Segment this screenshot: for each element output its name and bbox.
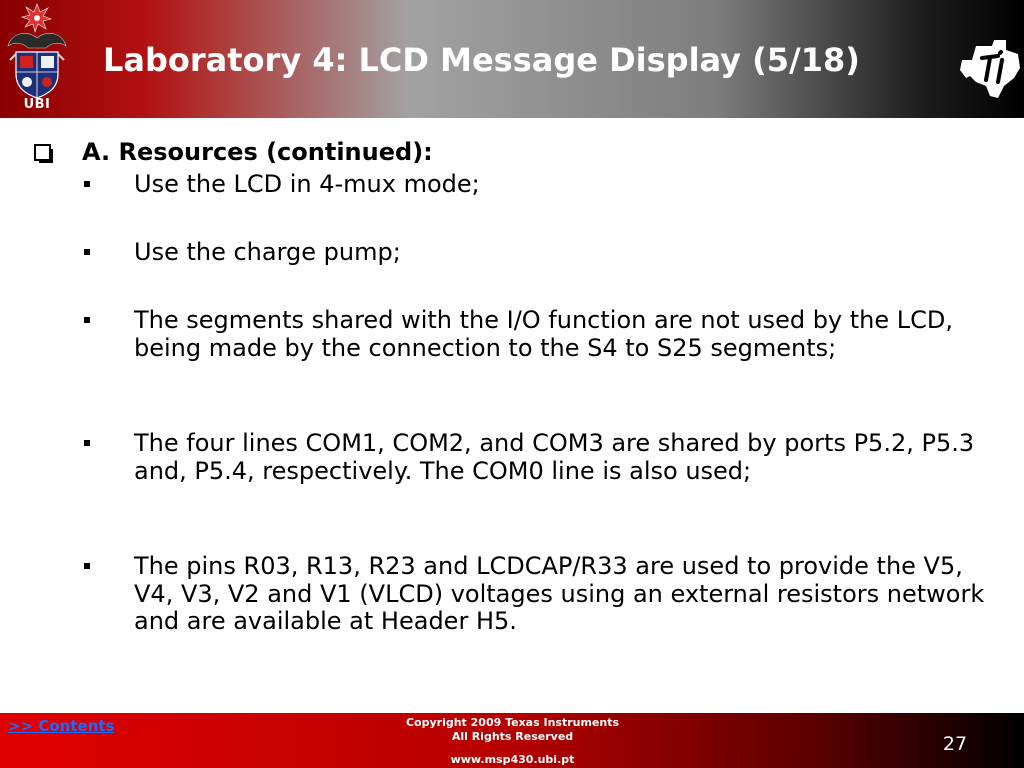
page-number: 27	[942, 733, 968, 755]
rights-line: All Rights Reserved	[451, 730, 574, 743]
slide-footer	[0, 713, 1024, 768]
square-bullet-icon	[84, 249, 90, 255]
ubi-logo-text: UBI	[23, 97, 51, 112]
copyright-notice	[360, 716, 665, 744]
list-item-text: The four lines COM1, COM2, and COM3 are shared by ports P5.2, P5.3 and, P5.4, respectively. The COM0 line is also used;	[134, 429, 975, 485]
website-url: www.msp430.ubi.pt	[450, 753, 575, 766]
section-heading-text: A. Resources (continued):	[82, 138, 433, 166]
slide-title: Laboratory 4: LCD Message Display (5/18)	[103, 41, 860, 79]
square-bullet-icon	[84, 563, 90, 569]
square-bullet-icon	[84, 440, 90, 446]
list-item-text: The segments shared with the I/O function are not used by the LCD, being made by the connection to the S4 to S25 segments;	[134, 306, 954, 362]
contents-link[interactable]: >> Contents	[8, 717, 115, 735]
texas-instruments-logo-icon	[958, 38, 1022, 100]
square-bullet-icon	[84, 181, 90, 187]
list-item-text: The pins R03, R13, R23 and LCDCAP/R33 are used to provide the V5, V4, V3, V2 and V1 (VLCD) voltages using an external resistors network and are available at Header H5.	[134, 552, 985, 635]
checkbox-bullet-icon	[34, 144, 51, 161]
list-item-text: Use the charge pump;	[134, 238, 401, 266]
square-bullet-icon	[84, 317, 90, 323]
list-item-text: Use the LCD in 4-mux mode;	[134, 170, 480, 198]
slide-header	[0, 0, 1024, 118]
copyright-line: Copyright 2009 Texas Instruments	[405, 716, 620, 729]
